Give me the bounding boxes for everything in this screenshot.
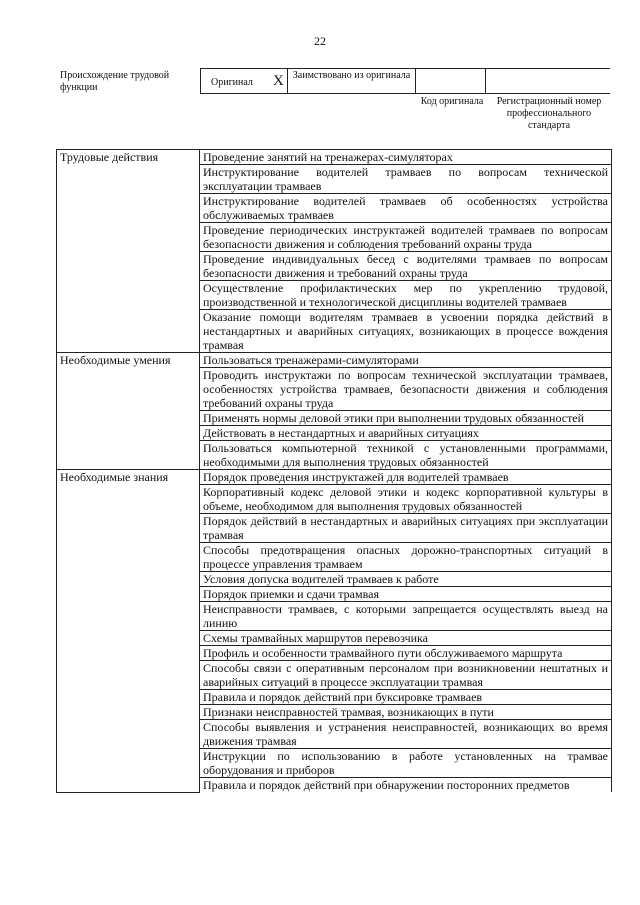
original-label: Оригинал xyxy=(211,77,253,88)
section-item: Профиль и особенности трамвайного пути обслуживаемого маршрута xyxy=(200,646,612,661)
section-title: Необходимые знания xyxy=(57,470,200,793)
section-item: Проведение индивидуальных бесед с водителями трамваев по вопросам безопасности движения и требований охраны труда xyxy=(200,252,612,281)
table-row xyxy=(57,470,612,485)
section-item: Пользоваться компьютерной техникой с установленными программами, необходимыми для выполнения трудовых обязанностей xyxy=(200,441,612,470)
section-item: Правила и порядок действий при буксировке трамваев xyxy=(200,690,612,705)
section-item: Схемы трамвайных маршрутов перевозчика xyxy=(200,631,612,646)
reg-number-cell xyxy=(486,68,610,94)
section-item: Пользоваться тренажерами-симуляторами xyxy=(200,353,612,368)
section-title: Необходимые умения xyxy=(57,353,200,470)
code-label: Код оригинала xyxy=(420,96,484,107)
section-item: Условия допуска водителей трамваев к работе xyxy=(200,572,612,587)
section-item: Порядок приемки и сдачи трамвая xyxy=(200,587,612,602)
section-item: Способы предотвращения опасных дорожно-транспортных ситуаций в процессе управления трамваем xyxy=(200,543,612,572)
section-item: Инструкции по использованию в работе установленных на трамвае оборудования и приборов xyxy=(200,749,612,778)
section-title: Трудовые действия xyxy=(57,150,200,353)
table-row xyxy=(57,353,612,368)
section-item: Инструктирование водителей трамваев по вопросам технической эксплуатации трамваев xyxy=(200,165,612,194)
reg-number-label: Регистрационный номер профессионального стандарта xyxy=(496,96,602,131)
page-number: 22 xyxy=(314,34,326,48)
section-item: Действовать в нестандартных и аварийных ситуациях xyxy=(200,426,612,441)
section-item: Проводить инструктажи по вопросам технической эксплуатации трамваев, особенностях устройства трамваев, безопасности движения и соблюдения требований охраны труда xyxy=(200,368,612,411)
origin-label: Происхождение трудовой функции xyxy=(60,70,170,93)
section-item: Проведение занятий на тренажерах-симуляторах xyxy=(200,150,612,165)
section-item: Применять нормы деловой этики при выполнении трудовых обязанностей xyxy=(200,411,612,426)
section-item: Способы выявления и устранения неисправностей, возникающих во время движения трамвая xyxy=(200,720,612,749)
section-item: Оказание помощи водителям трамваев в усвоении порядка действий в нестандартных и аварийных ситуациях, возникающих в процессе вождения трамвая xyxy=(200,310,612,353)
section-item: Порядок проведения инструктажей для водителей трамваев xyxy=(200,470,612,485)
section-item: Проведение периодических инструктажей водителей трамваев по вопросам безопасности движения и соблюдения требований охраны труда xyxy=(200,223,612,252)
section-item: Неисправности трамваев, с которыми запрещается осуществлять выезд на линию xyxy=(200,602,612,631)
original-cell xyxy=(200,68,288,94)
code-cell xyxy=(416,68,486,94)
function-table xyxy=(56,149,612,793)
section-item: Признаки неисправностей трамвая, возникающих в пути xyxy=(200,705,612,720)
section-item: Инструктирование водителей трамваев об особенностях устройства обслуживаемых трамваев xyxy=(200,194,612,223)
section-item: Корпоративный кодекс деловой этики и кодекс корпоративной культуры в объеме, необходимом для выполнения трудовых обязанностей xyxy=(200,485,612,514)
section-item: Осуществление профилактических мер по укреплению трудовой, производственной и технологической дисциплины водителей трамваев xyxy=(200,281,612,310)
section-item: Правила и порядок действий при обнаружении посторонних предметов xyxy=(200,778,612,793)
table-row xyxy=(57,150,612,165)
section-item: Порядок действий в нестандартных и аварийных ситуациях при эксплуатации трамвая xyxy=(200,514,612,543)
section-item: Способы связи с оперативным персоналом при возникновении нештатных и аварийных ситуаций в процессе эксплуатации трамвая xyxy=(200,661,612,690)
borrowed-label: Заимствовано из оригинала xyxy=(292,70,411,81)
original-mark: X xyxy=(273,73,284,89)
borrowed-cell xyxy=(288,68,416,94)
